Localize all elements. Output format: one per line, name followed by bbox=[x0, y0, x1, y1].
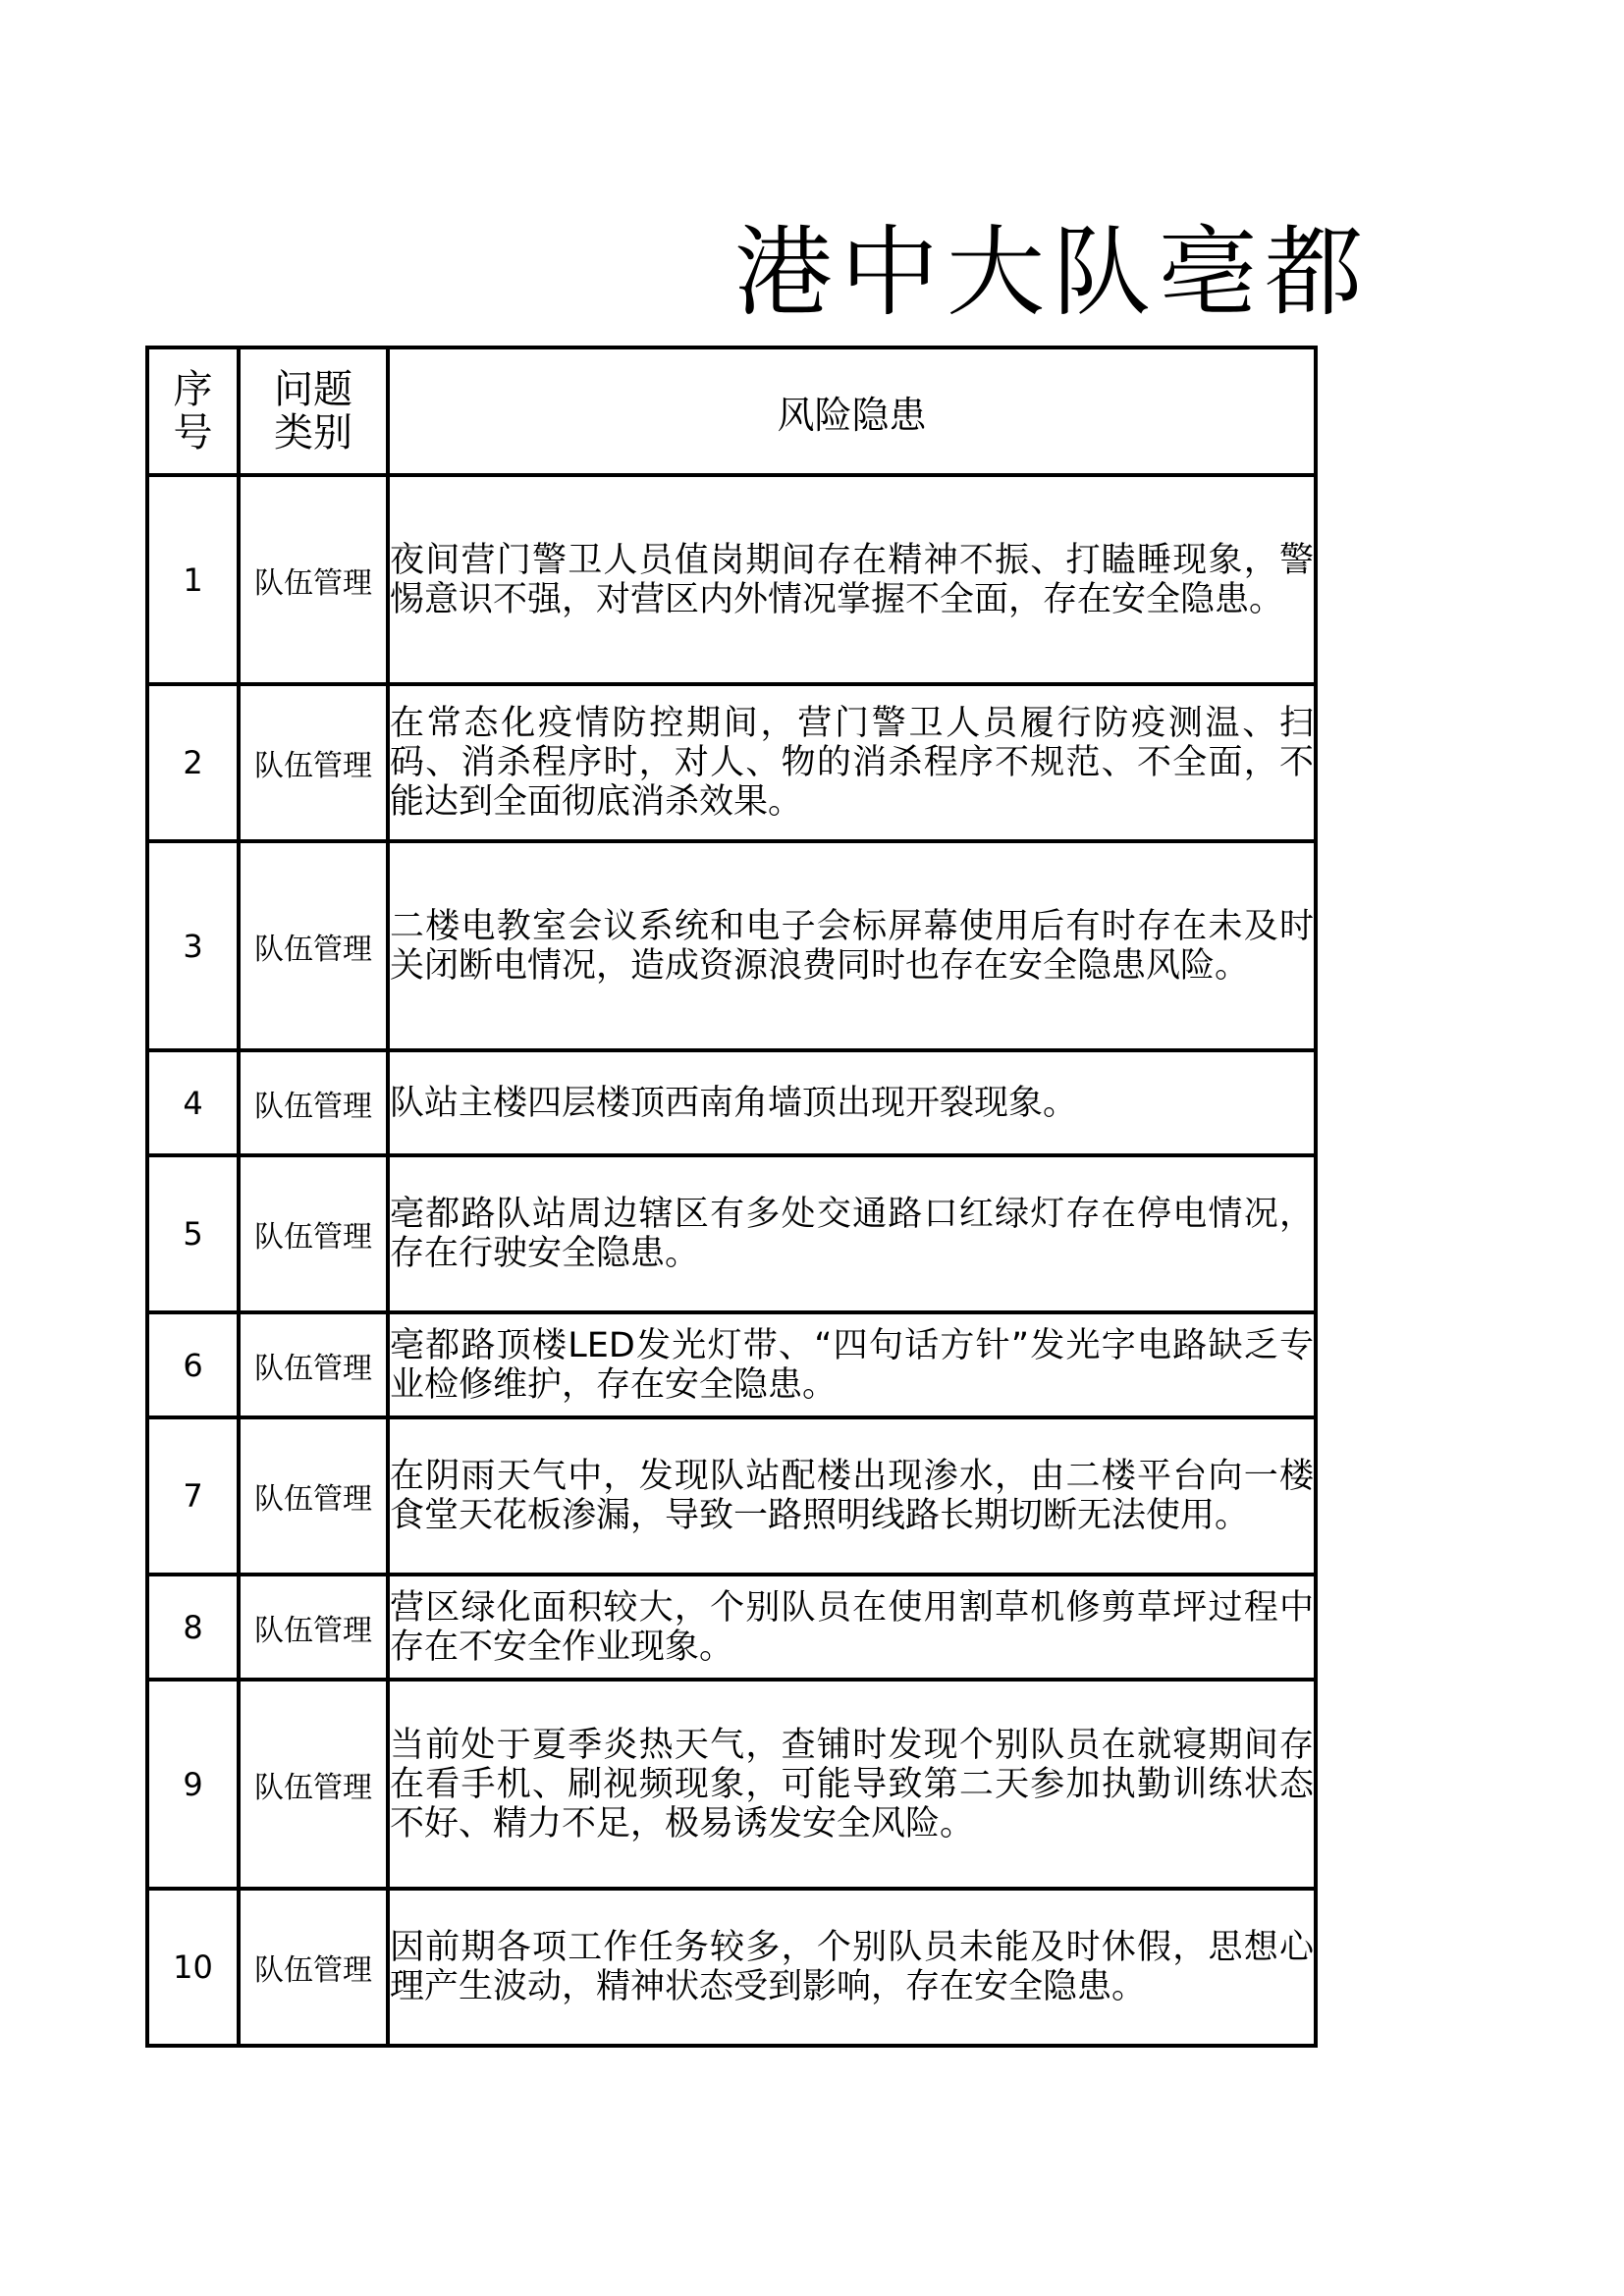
column-header-category-line-1: 问题 bbox=[274, 367, 352, 412]
row-risk: 队站主楼四层楼顶西南角墙顶出现开裂现象。 bbox=[388, 1050, 1316, 1155]
row-risk: 因前期各项工作任务较多，个别队员未能及时休假，思想心理产生波动，精神状态受到影响，存在安全隐患。 bbox=[388, 1889, 1316, 2046]
column-header-no-line-1: 序 bbox=[173, 367, 213, 412]
table-row bbox=[147, 1155, 1316, 1312]
row-category: 队伍管理 bbox=[239, 1050, 388, 1155]
row-number: 7 bbox=[147, 1417, 239, 1575]
row-number: 1 bbox=[147, 475, 239, 684]
row-risk: 在常态化疫情防控期间，营门警卫人员履行防疫测温、扫码、消杀程序时，对人、物的消杀程序不规范、不全面，不能达到全面彻底消杀效果。 bbox=[388, 684, 1316, 841]
page-title: 港中大队亳都 bbox=[734, 215, 1371, 330]
table-row bbox=[147, 841, 1316, 1050]
row-number: 3 bbox=[147, 841, 239, 1050]
column-header-category bbox=[239, 347, 388, 475]
row-number: 4 bbox=[147, 1050, 239, 1155]
row-category: 队伍管理 bbox=[239, 1417, 388, 1575]
row-category: 队伍管理 bbox=[239, 841, 388, 1050]
row-risk: 亳都路顶楼LED发光灯带、“四句话方针”发光字电路缺乏专业检修维护，存在安全隐患。 bbox=[388, 1312, 1316, 1417]
column-header-no bbox=[147, 347, 239, 475]
table-row bbox=[147, 1680, 1316, 1889]
table-row bbox=[147, 1050, 1316, 1155]
row-number: 8 bbox=[147, 1575, 239, 1680]
row-number: 6 bbox=[147, 1312, 239, 1417]
row-category: 队伍管理 bbox=[239, 684, 388, 841]
row-number: 10 bbox=[147, 1889, 239, 2046]
column-header-category-line-2: 类别 bbox=[274, 410, 352, 455]
row-category: 队伍管理 bbox=[239, 1312, 388, 1417]
table-row bbox=[147, 475, 1316, 684]
table-header-row bbox=[147, 347, 1316, 475]
table-row bbox=[147, 684, 1316, 841]
row-category: 队伍管理 bbox=[239, 1889, 388, 2046]
row-risk: 二楼电教室会议系统和电子会标屏幕使用后有时存在未及时关闭断电情况，造成资源浪费同时也存在安全隐患风险。 bbox=[388, 841, 1316, 1050]
row-number: 2 bbox=[147, 684, 239, 841]
row-category: 队伍管理 bbox=[239, 1575, 388, 1680]
row-risk: 亳都路队站周边辖区有多处交通路口红绿灯存在停电情况，存在行驶安全隐患。 bbox=[388, 1155, 1316, 1312]
table-row bbox=[147, 1417, 1316, 1575]
row-risk: 夜间营门警卫人员值岗期间存在精神不振、打瞌睡现象，警惕意识不强，对营区内外情况掌握不全面，存在安全隐患。 bbox=[388, 475, 1316, 684]
row-category: 队伍管理 bbox=[239, 1155, 388, 1312]
row-category: 队伍管理 bbox=[239, 1680, 388, 1889]
risk-table bbox=[145, 346, 1318, 2048]
table-row bbox=[147, 1575, 1316, 1680]
row-number: 9 bbox=[147, 1680, 239, 1889]
column-header-no-line-2: 号 bbox=[173, 410, 213, 455]
row-risk: 营区绿化面积较大，个别队员在使用割草机修剪草坪过程中存在不安全作业现象。 bbox=[388, 1575, 1316, 1680]
table-row bbox=[147, 1312, 1316, 1417]
row-number: 5 bbox=[147, 1155, 239, 1312]
column-header-risk: 风险隐患 bbox=[388, 347, 1316, 475]
table-row bbox=[147, 1889, 1316, 2046]
row-risk: 在阴雨天气中，发现队站配楼出现渗水，由二楼平台向一楼食堂天花板渗漏，导致一路照明线路长期切断无法使用。 bbox=[388, 1417, 1316, 1575]
row-risk: 当前处于夏季炎热天气，查铺时发现个别队员在就寝期间存在看手机、刷视频现象，可能导致第二天参加执勤训练状态不好、精力不足，极易诱发安全风险。 bbox=[388, 1680, 1316, 1889]
row-category: 队伍管理 bbox=[239, 475, 388, 684]
